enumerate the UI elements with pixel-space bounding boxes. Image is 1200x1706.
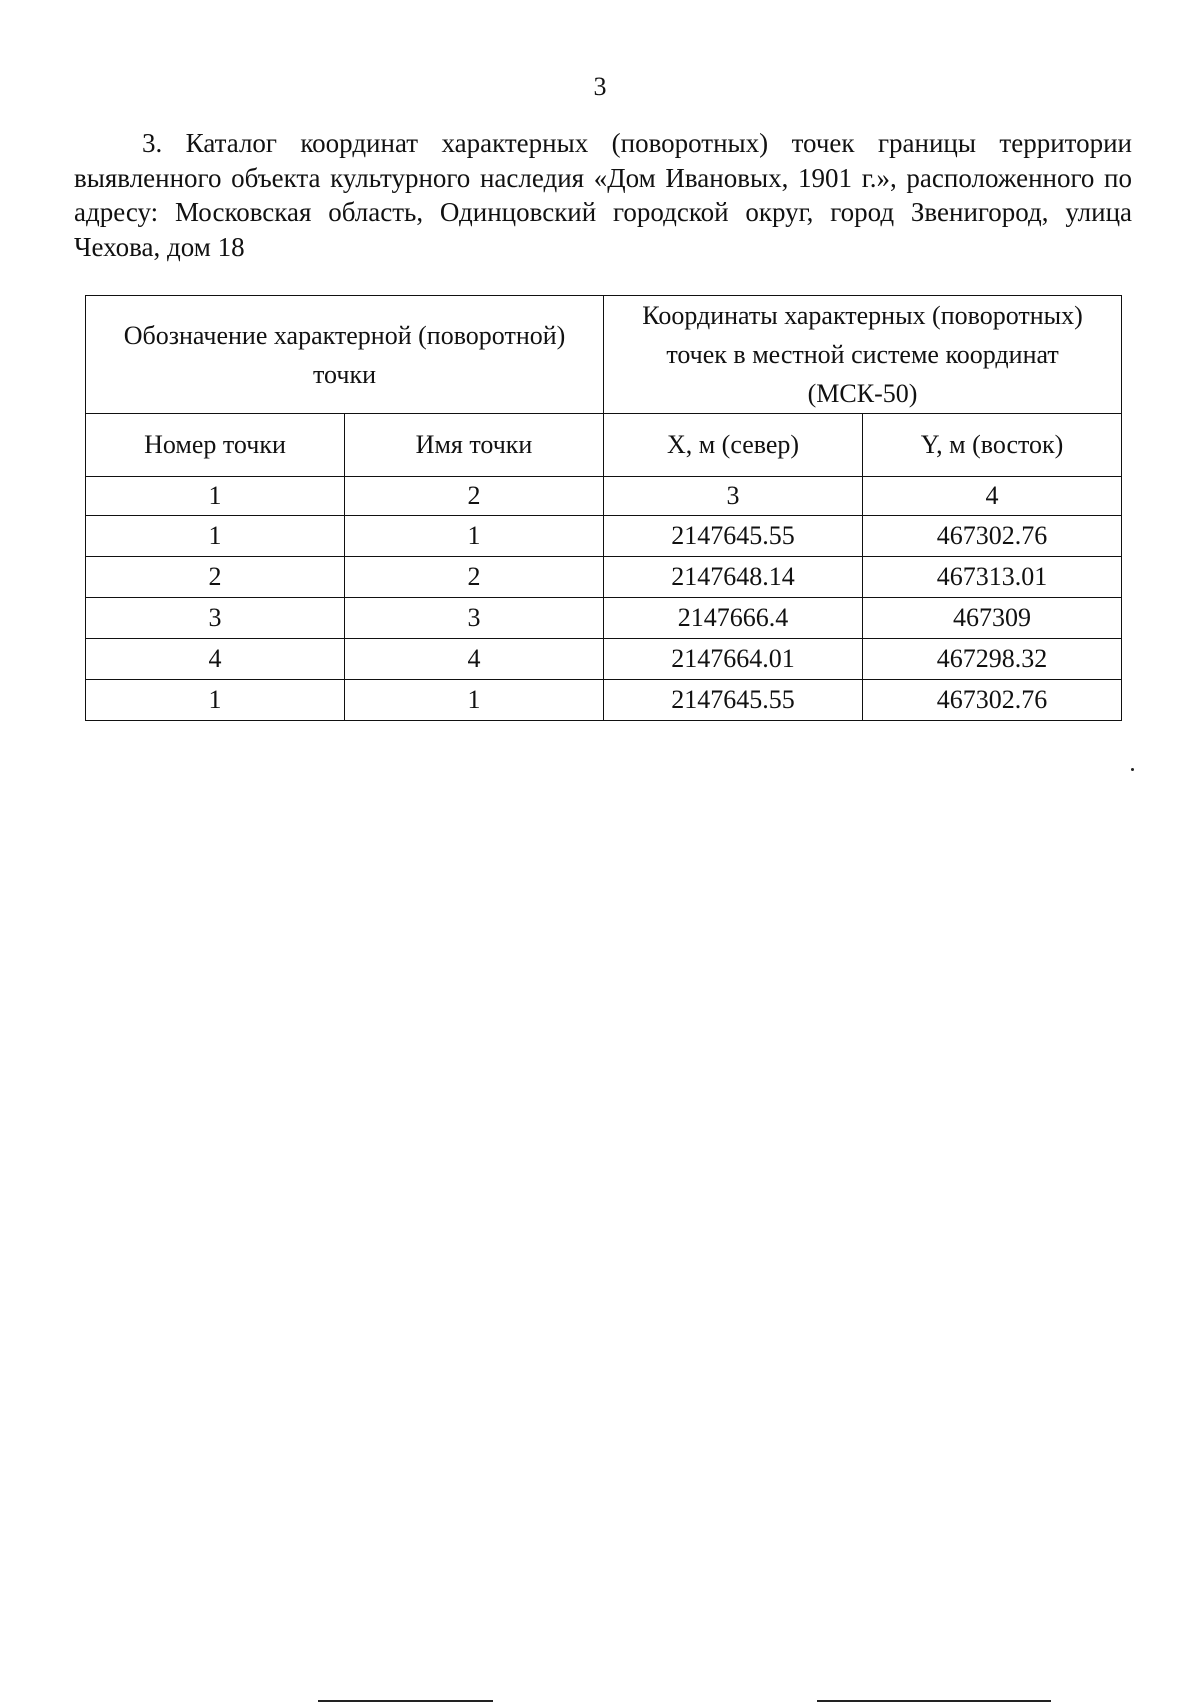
column-index-row bbox=[86, 477, 1122, 516]
point-number-cell: 1 bbox=[86, 680, 345, 721]
point-name-cell: 1 bbox=[345, 680, 604, 721]
column-header-point-number: Номер точки bbox=[86, 414, 345, 477]
x-coordinate-cell: 2147666.4 bbox=[604, 598, 863, 639]
coordinates-group-header-text: Координаты характерных (поворотных) точек в местной системе координат (МСК-50) bbox=[642, 301, 1083, 408]
point-name-cell: 3 bbox=[345, 598, 604, 639]
catalog-intro-text: 3. Каталог координат характерных (поворотных) точек границы территории выявленного объекта культурного наследия «Дом Ивановых, 1901 г.», расположенного по адресу: Московская область, Одинцовский городской округ, город Звенигород, улица Чехова, дом 18 bbox=[74, 128, 1132, 262]
y-coordinate-cell: 467302.76 bbox=[863, 680, 1122, 721]
y-coordinate-cell: 467313.01 bbox=[863, 557, 1122, 598]
x-coordinate-cell: 2147664.01 bbox=[604, 639, 863, 680]
table-row bbox=[86, 557, 1122, 598]
x-coordinate-cell: 2147645.55 bbox=[604, 516, 863, 557]
catalog-intro bbox=[74, 126, 1132, 264]
coordinates-catalog-table bbox=[85, 295, 1122, 721]
footer-rule-left bbox=[318, 1700, 493, 1702]
y-coordinate-cell: 467298.32 bbox=[863, 639, 1122, 680]
column-index-cell: 1 bbox=[86, 477, 345, 516]
y-coordinate-cell: 467302.76 bbox=[863, 516, 1122, 557]
table-group-header-row bbox=[86, 296, 1122, 414]
page-number: 3 bbox=[593, 72, 607, 101]
point-number-cell: 1 bbox=[86, 516, 345, 557]
point-name-cell: 1 bbox=[345, 516, 604, 557]
column-index-cell: 4 bbox=[863, 477, 1122, 516]
y-coordinate-cell: 467309 bbox=[863, 598, 1122, 639]
coordinates-group-header bbox=[604, 296, 1122, 414]
point-number-cell: 2 bbox=[86, 557, 345, 598]
column-header-y: Y, м (восток) bbox=[863, 414, 1122, 477]
x-coordinate-cell: 2147645.55 bbox=[604, 680, 863, 721]
designation-group-header bbox=[86, 296, 604, 414]
point-name-cell: 4 bbox=[345, 639, 604, 680]
table-row bbox=[86, 516, 1122, 557]
column-header-x: X, м (север) bbox=[604, 414, 863, 477]
table-row bbox=[86, 598, 1122, 639]
point-number-cell: 4 bbox=[86, 639, 345, 680]
designation-group-header-text: Обозначение характерной (поворотной) точки bbox=[123, 320, 566, 389]
table-column-header-row bbox=[86, 414, 1122, 477]
point-name-cell: 2 bbox=[345, 557, 604, 598]
table-row bbox=[86, 680, 1122, 721]
footer-rule-right bbox=[817, 1700, 1051, 1702]
column-index-cell: 3 bbox=[604, 477, 863, 516]
x-coordinate-cell: 2147648.14 bbox=[604, 557, 863, 598]
table-row bbox=[86, 639, 1122, 680]
point-number-cell: 3 bbox=[86, 598, 345, 639]
column-index-cell: 2 bbox=[345, 477, 604, 516]
column-header-point-name: Имя точки bbox=[345, 414, 604, 477]
stray-dot-mark bbox=[1131, 768, 1134, 771]
